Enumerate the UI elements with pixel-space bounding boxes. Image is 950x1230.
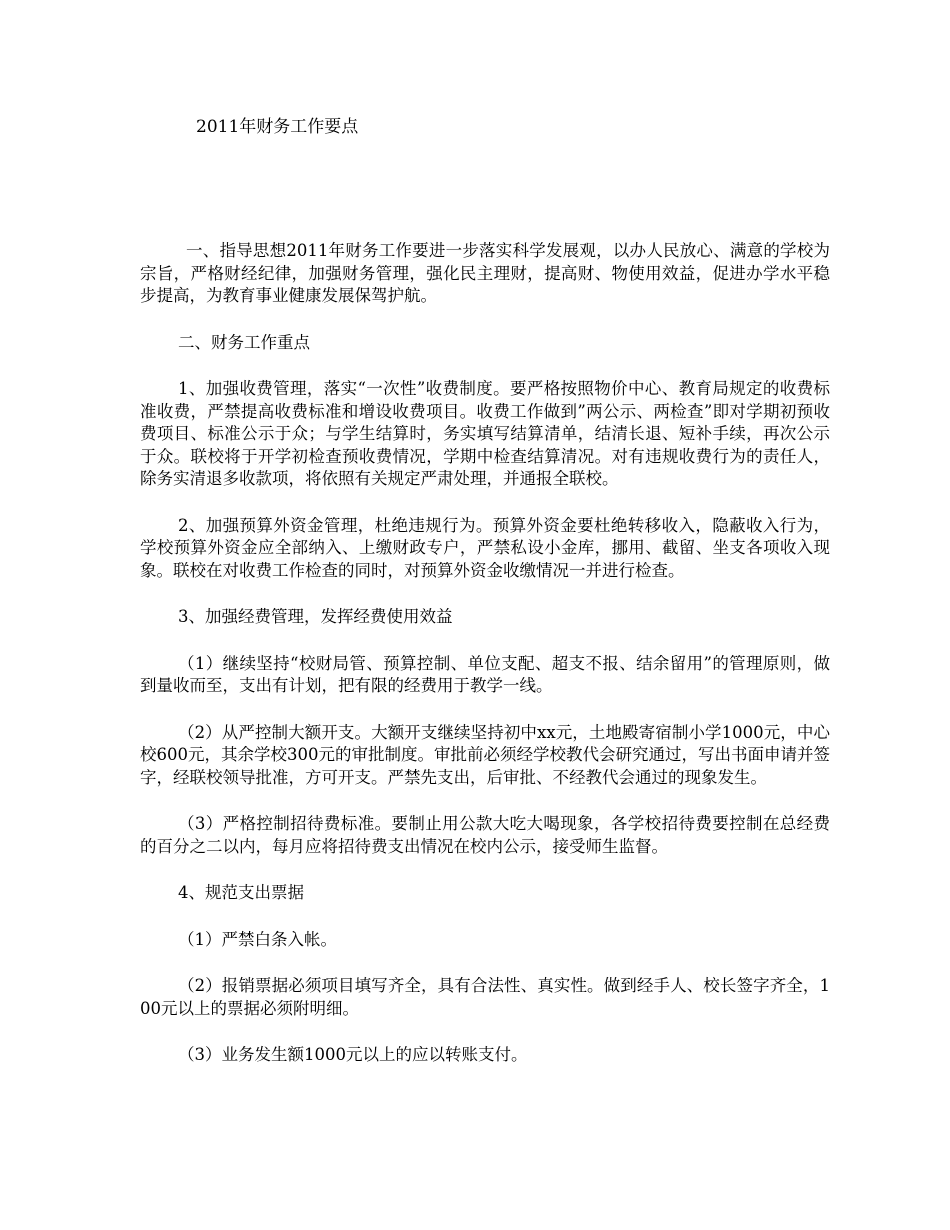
paragraph-transfer-payment: （3）业务发生额1000元以上的应以转账支付。 <box>178 1045 528 1064</box>
heading-expense-management: 3、加强经费管理，发挥经费使用效益 <box>178 607 453 626</box>
paragraph-guiding-ideology: 一、指导思想2011年财务工作要进一步落实科学发展观，以办人民放心、满意的学校为宗旨，严格财经纪律，加强财务管理，强化民主理财，提高财、物使用效益，促进办学水平稳步提高，为教育事业健康发展保驾护航。 <box>140 241 830 305</box>
document-body <box>140 240 830 1091</box>
paragraph-large-expenses: （2）从严控制大额开支。大额开支继续坚持初中xx元，土地殿寄宿制小学1000元，中心校600元，其余学校300元的审批制度。审批前必须经学校教代会研究通过，写出书面申请并签字，经联校领导批准，方可开支。严禁先支出，后审批、不经教代会通过的现象发生。 <box>140 722 830 787</box>
paragraph-no-informal-receipts: （1）严禁白条入帐。 <box>178 929 337 949</box>
document-title: 2011年财务工作要点 <box>196 117 359 137</box>
heading-expense-receipts: 4、规范支出票据 <box>178 883 304 902</box>
paragraph-fee-management: 1、加强收费管理，落实“一次性”收费制度。要严格按照物价中心、教育局规定的收费标准收费，严禁提高收费标准和增设收费项目。收费工作做到”两公示、两检查”即对学期初预收费项目、标准公示于众；与学生结算时，务实填写结算清单，结清长退、短补手续，再次公示于众。联校将于开学初检查预收费情况，学期中检查结算清况。对有违规收费行为的责任人，除务实清退多收款项，将依照有关规定严肃处理，并通报全联校。 <box>140 379 830 488</box>
heading-work-focus: 二、财务工作重点 <box>178 332 310 352</box>
paragraph-management-principle: （1）继续坚持“校财局管、预算控制、单位支配、超支不报、结余留用”的管理原则，做到量收而至，支出有计划，把有限的经费用于教学一线。 <box>140 653 830 695</box>
paragraph-receipt-requirements: （2）报销票据必须项目填写齐全，具有合法性、真实性。做到经手人、校长签字齐全，100元以上的票据必须附明细。 <box>140 976 830 1018</box>
paragraph-hospitality-expenses: （3）严格控制招待费标准。要制止用公款大吃大喝现象，各学校招待费要控制在总经费的百分之二以内，每月应将招待费支出情况在校内公示，接受师生监督。 <box>140 814 830 856</box>
paragraph-extra-budget-funds: 2、加强预算外资金管理，杜绝违规行为。预算外资金要杜绝转移收入，隐蔽收入行为，学校预算外资金应全部纳入、上缴财政专户，严禁私设小金库，挪用、截留、坐支各项收入现象。联校在对收费工作检查的同时，对预算外资金收缴情况一并进行检查。 <box>140 515 830 580</box>
